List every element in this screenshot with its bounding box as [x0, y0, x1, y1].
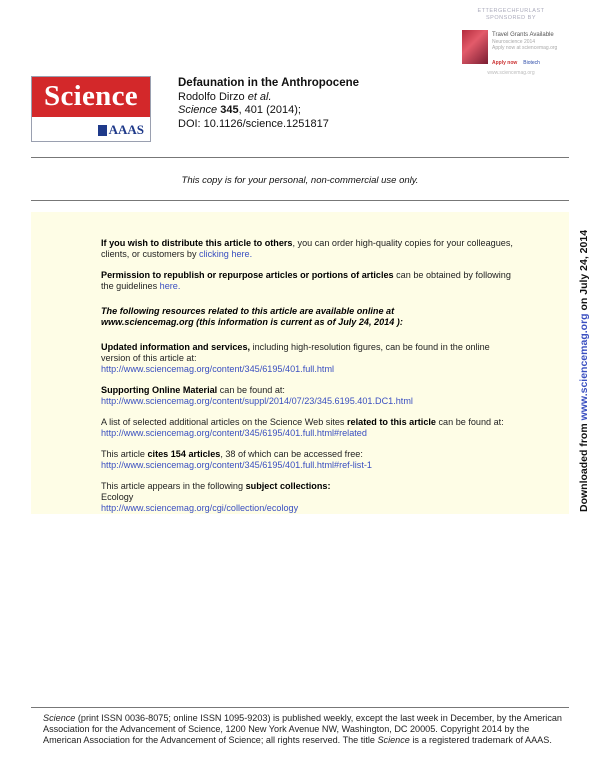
sponsor-banner[interactable]	[452, 8, 570, 76]
distribute-paragraph: If you wish to distribute this article to others, you can order high-quality copies for your colleagues, clients, or customers by clicking here.	[101, 238, 513, 259]
copy-notice: This copy is for your personal, non-commercial use only.	[181, 175, 419, 186]
panel-content	[101, 238, 521, 524]
sponsor-headline: Travel Grants Available	[492, 32, 554, 38]
full-text-link[interactable]: http://www.sciencemag.org/content/345/6195/401.full.html	[101, 364, 335, 374]
footer-notice: Science (print ISSN 0036-8075; online ISSN 1095-9203) is published weekly, except the last week in December, by the American Association for the Advancement of Science, 1200 New York Avenue NW, Washington, DC 20005. Copyright 2014 by the American Association for the Advancement of Science; all rights reserved. The title Science is a registered trademark of AAAS.	[43, 713, 562, 745]
subject-paragraph: This article appears in the following subject collections: Ecology http://www.sciencemag.org/cgi/collection/ecology	[101, 481, 331, 513]
divider	[31, 200, 569, 201]
article-citation: Science 345, 401 (2014);	[178, 104, 301, 117]
aaas-icon	[98, 125, 107, 136]
updated-info-paragraph: Updated information and services, including high-resolution figures, can be found in the online version of this article at: http://www.sciencemag.org/content/345/6195/401.full.html	[101, 342, 490, 374]
sponsor-logos: Apply now Biotech	[492, 60, 540, 66]
cites-paragraph: This article cites 154 articles, 38 of which can be accessed free: http://www.sciencemag.org/content/345/6195/401.full.html#ref-list-1	[101, 449, 372, 470]
sponsor-url[interactable]: www.sciencemag.org	[487, 70, 535, 76]
article-title: Defaunation in the Anthropocene	[178, 77, 360, 89]
article-header	[178, 77, 359, 131]
resources-heading: The following resources related to this article are available online at www.sciencemag.org (this information is current as of July 24, 2014 ):	[101, 306, 403, 327]
subject-link[interactable]: http://www.sciencemag.org/cgi/collection/ecology	[101, 503, 299, 513]
sponsor-subline: Neuroscience 2014	[492, 39, 536, 45]
sponsor-subline: Apply now at sciencemag.org	[492, 45, 558, 51]
article-doi: DOI: 10.1126/science.1251817	[178, 117, 329, 130]
sciencemag-link[interactable]: www.sciencemag.org	[578, 313, 590, 421]
guidelines-link[interactable]: here.	[159, 281, 181, 291]
divider	[31, 157, 569, 158]
logo-wordmark: Science	[44, 80, 138, 112]
sponsor-image	[462, 30, 488, 64]
aaas-logo: AAAS	[98, 122, 144, 138]
science-logo[interactable]	[31, 76, 151, 142]
ref-list-link[interactable]: http://www.sciencemag.org/content/345/6195/401.full.html#ref-list-1	[101, 460, 372, 470]
download-stamp: Downloaded from www.sciencemag.org on July 24, 2014	[578, 229, 590, 512]
sponsor-caption: ETTERGECHFURLAST SPONSORED BY	[477, 8, 545, 21]
som-link[interactable]: http://www.sciencemag.org/content/suppl/2014/07/23/345.6195.401.DC1.html	[101, 396, 413, 406]
som-paragraph: Supporting Online Material can be found at: http://www.sciencemag.org/content/suppl/2014/07/23/345.6195.401.DC1.html	[101, 385, 413, 406]
related-link[interactable]: http://www.sciencemag.org/content/345/6195/401.full.html#related	[101, 428, 367, 438]
clicking-here-link[interactable]: clicking here.	[199, 249, 253, 259]
subject-name: Ecology	[101, 492, 134, 502]
divider	[31, 707, 569, 708]
permission-paragraph: Permission to republish or repurpose articles or portions of articles can be obtained by following the guidelines here.	[101, 270, 511, 291]
article-authors: Rodolfo Dirzo et al.	[178, 90, 272, 103]
related-paragraph: A list of selected additional articles on the Science Web sites related to this article can be found at: http://www.sciencemag.org/content/345/6195/401.full.html#related	[101, 417, 504, 438]
